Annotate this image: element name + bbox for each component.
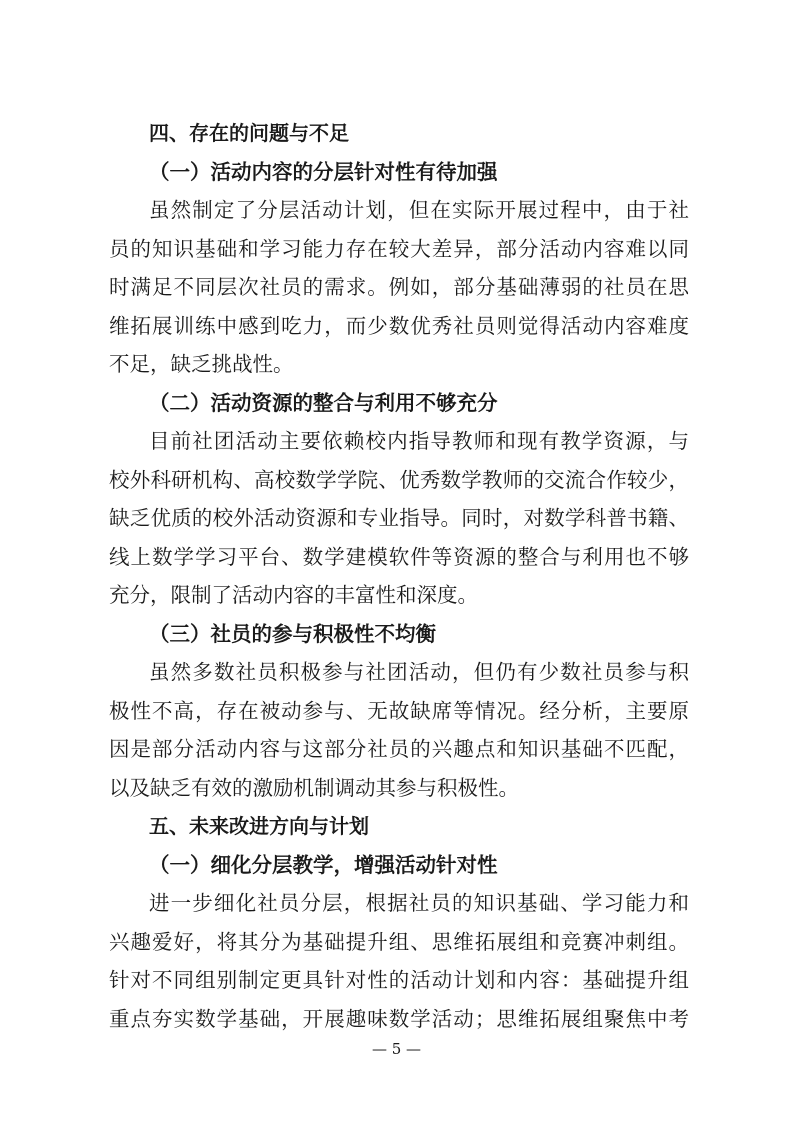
paragraph-line: 维拓展训练中感到吃力，而少数优秀社员则觉得活动内容难度 — [109, 313, 689, 338]
section-heading-4: 四、存在的问题与不足 — [149, 121, 349, 145]
paragraph-line: 重点夯实数学基础，开展趣味数学活动；思维拓展组聚焦中考 — [109, 1006, 689, 1031]
paragraph-line: 不足，缺乏挑战性。 — [109, 352, 294, 376]
paragraph-line: 时满足不同层次社员的需求。例如，部分基础薄弱的社员在思 — [109, 275, 689, 299]
section-heading-5: 五、未来改进方向与计划 — [149, 814, 369, 838]
paragraph-line: 缺乏优质的校外活动资源和专业指导。同时，对数学科普书籍、 — [109, 506, 689, 530]
paragraph-line: 虽然制定了分层活动计划，但在实际开展过程中，由于社 — [149, 198, 689, 222]
subsection-title-4-3: （三）社员的参与积极性不均衡 — [149, 621, 436, 646]
page-number: — 5 — — [371, 1040, 422, 1058]
document-body — [109, 114, 689, 1038]
subsection-title-4-2: （二）活动资源的整合与利用不够充分 — [149, 390, 498, 415]
paragraph-line: 兴趣爱好，将其分为基础提升组、思维拓展组和竞赛冲刺组。 — [109, 929, 689, 954]
paragraph-line: 针对不同组别制定更具针对性的活动计划和内容：基础提升组 — [109, 968, 689, 992]
paragraph-line: 校外科研机构、高校数学学院、优秀数学教师的交流合作较少， — [109, 467, 689, 492]
subsection-title-4-1: （一）活动内容的分层针对性有待加强 — [149, 159, 498, 184]
paragraph-line: 极性不高，存在被动参与、无故缺席等情况。经分析，主要原 — [109, 698, 689, 723]
paragraph-line: 因是部分活动内容与这部分社员的兴趣点和知识基础不匹配， — [109, 737, 689, 761]
paragraph-line: 线上数学学习平台、数学建模软件等资源的整合与利用也不够 — [109, 544, 689, 569]
paragraph-line: 进一步细化社员分层，根据社员的知识基础、学习能力和 — [149, 891, 689, 915]
subsection-title-5-1: （一）细化分层教学，增强活动针对性 — [149, 852, 498, 877]
paragraph-line: 充分，限制了活动内容的丰富性和深度。 — [109, 583, 478, 607]
paragraph-line: 虽然多数社员积极参与社团活动，但仍有少数社员参与积 — [149, 660, 689, 684]
paragraph-line: 员的知识基础和学习能力存在较大差异，部分活动内容难以同 — [109, 236, 689, 261]
paragraph-line: 目前社团活动主要依赖校内指导教师和现有教学资源，与 — [149, 429, 689, 453]
paragraph-line: 以及缺乏有效的激励机制调动其参与积极性。 — [109, 775, 519, 800]
